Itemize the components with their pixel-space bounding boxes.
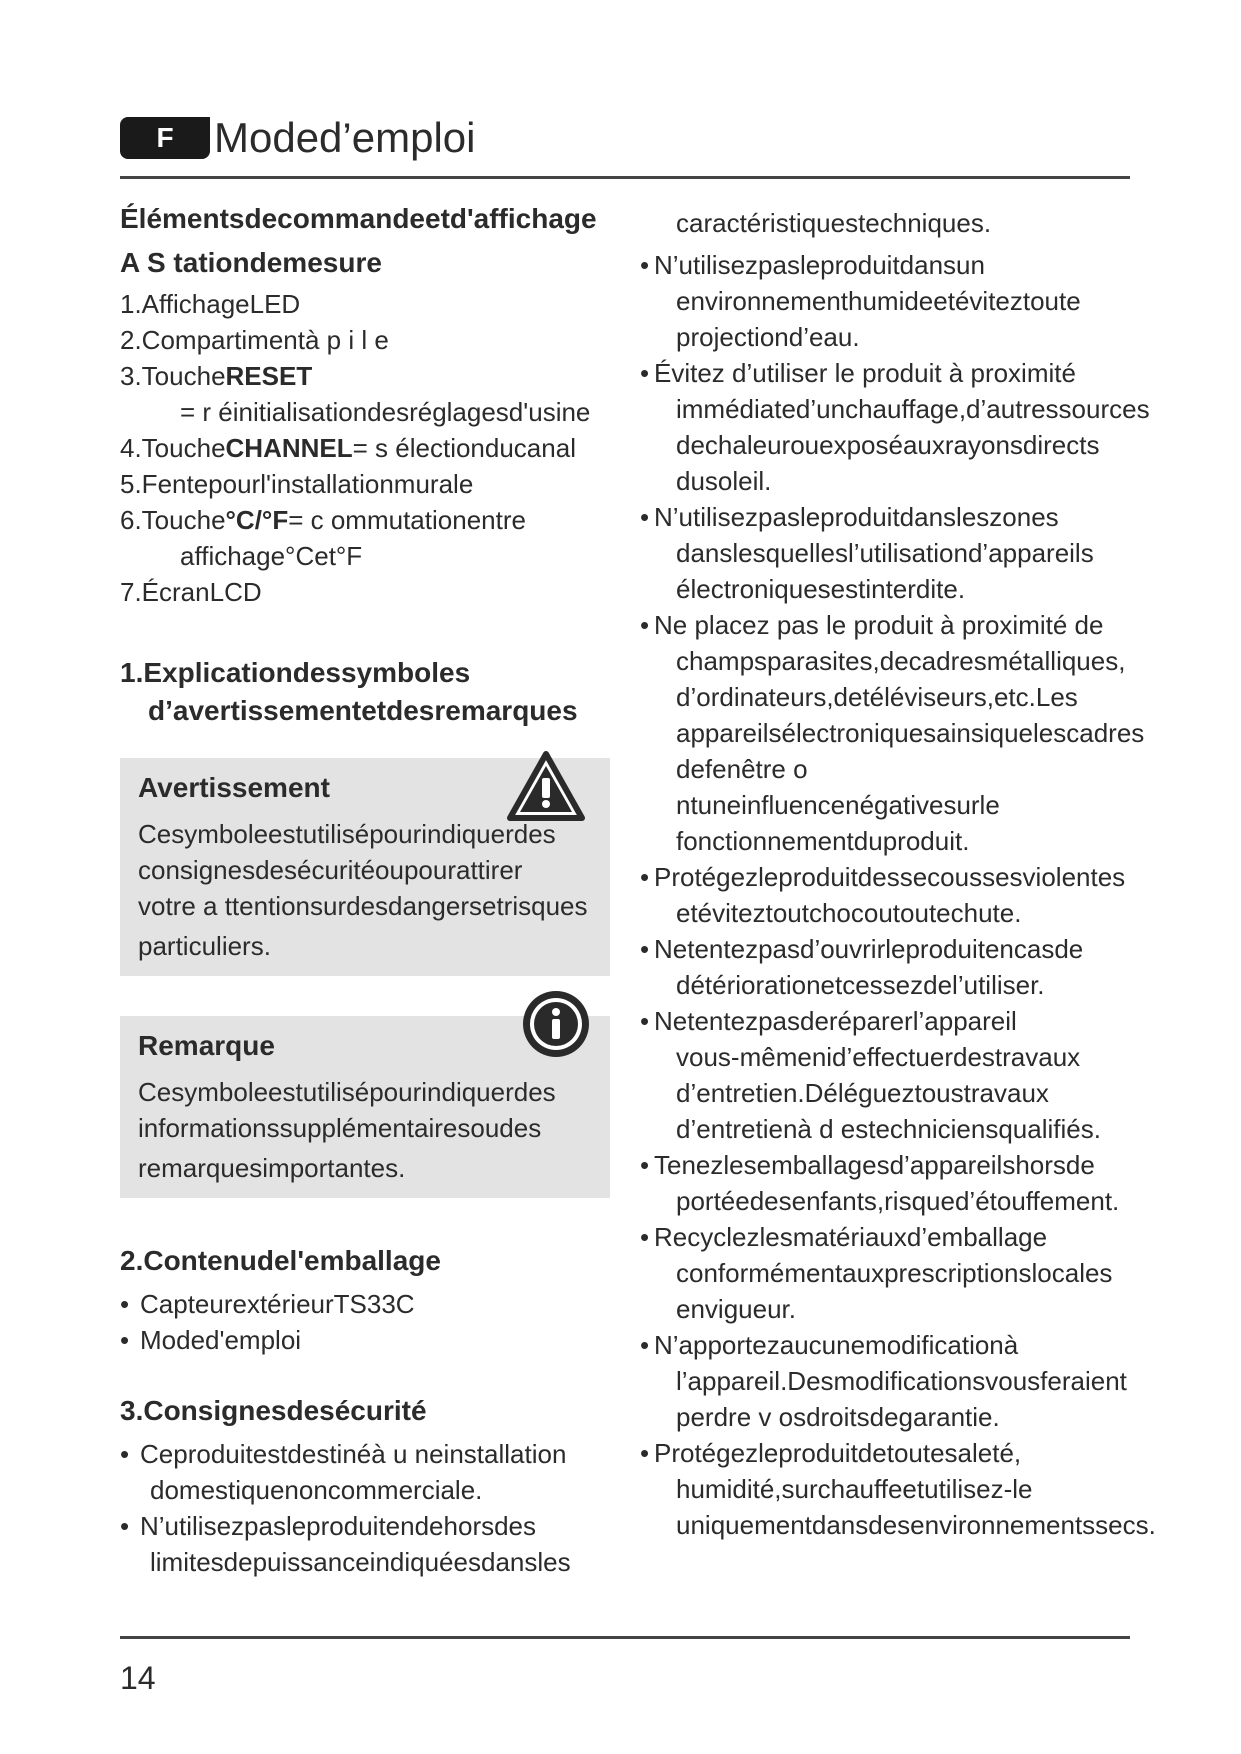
list-item: • N’apportezaucunemodificationà l’appareil.Desmodificationsvousferaient perdre v osdroitsdegarantie. xyxy=(640,1327,1130,1435)
package-contents-list xyxy=(120,1286,610,1358)
note-title: Remarque xyxy=(138,1030,275,1061)
symbols-heading: 1.Explicationdessymboles d’avertissementetdesremarques xyxy=(120,657,578,726)
package-contents-heading: 2.Contenudel'emballage xyxy=(120,1245,441,1276)
list-item: 4.ToucheCHANNEL= s électionducanal xyxy=(120,433,576,463)
warning-title: Avertissement xyxy=(138,772,330,803)
page-number: 14 xyxy=(120,1660,156,1696)
list-item: • Protégezleproduitdessecoussesviolentes etéviteztoutchocoutoutechute. xyxy=(640,859,1130,931)
warning-box xyxy=(120,758,610,976)
list-item: • N’utilisezpasleproduitdansleszones danslesquellesl’utilisationd’appareils électroniquesestinterdite. xyxy=(640,499,1130,607)
safety-list-right xyxy=(640,247,1156,1543)
info-icon xyxy=(520,988,592,1060)
list-item: • N’utilisezpasleproduitendehorsdes limitesdepuissanceindiquéesdansles xyxy=(120,1508,610,1580)
list-item: • Protégezleproduitdetoutesaleté, humidité,surchauffeetutilisez-le uniquementdansdesenvironnementssecs. xyxy=(640,1435,1130,1543)
list-item: • Tenezlesemballagesd’appareilshorsde portéedesenfants,risqued’étouffement. xyxy=(640,1147,1130,1219)
right-column xyxy=(640,205,1156,1543)
language-badge: F xyxy=(120,117,210,159)
note-box xyxy=(120,1016,610,1198)
list-item: • Netentezpasd’ouvrirleproduitencasde détériorationetcessezdel’utiliser. xyxy=(640,931,1130,1003)
list-item: • CapteurextérieurTS33C xyxy=(120,1286,610,1322)
page-header xyxy=(120,112,475,164)
continued-text: caractéristiquestechniques. xyxy=(676,208,992,238)
list-item: • N’utilisezpasleproduitdansun environnementhumideetéviteztoute projectiond’eau. xyxy=(640,247,1130,355)
list-item: • Évitez d’utiliser le produit à proximité immédiated’unchauffage,d’autressources dechaleurouexposéauxrayonsdirects dusoleil. xyxy=(640,355,1130,499)
list-item: 2.Compartimentà p i l e xyxy=(120,325,389,355)
controls-list xyxy=(120,286,610,610)
list-item: 5.Fentepourl'installationmurale xyxy=(120,469,474,499)
list-item: • Ceproduitestdestinéà u neinstallation domestiquenoncommerciale. xyxy=(120,1436,610,1508)
warning-text: Cesymboleestutilisépourindiquerdes consignesdesécuritéoupourattirer votre a ttentionsurdesdangersetrisques particuliers. xyxy=(138,819,588,961)
header-rule xyxy=(120,176,1130,179)
footer-rule xyxy=(120,1636,1130,1639)
document-title: Moded’emploi xyxy=(214,114,476,161)
left-column xyxy=(120,200,610,1580)
warning-triangle-icon xyxy=(506,750,586,822)
safety-heading: 3.Consignesdesécurité xyxy=(120,1395,427,1426)
list-item: 3.ToucheRESET = r éinitialisationdesréglagesd'usine xyxy=(120,361,591,427)
station-subheading: A S tationdemesure xyxy=(120,247,382,278)
list-item: 7.ÉcranLCD xyxy=(120,577,262,607)
controls-heading: Élémentsdecommandeetd'affichage xyxy=(120,203,597,234)
safety-list-left xyxy=(120,1436,610,1580)
list-item: 1.AffichageLED xyxy=(120,289,301,319)
list-item: • Moded'emploi xyxy=(120,1322,610,1358)
list-item: • Ne placez pas le produit à proximité de champsparasites,decadresmétalliques, d’ordinateurs,detéléviseurs,etc.Les appareilsélectroniquesainsiquelescadres defenêtre o ntuneinfluencenégativesurle fonctionnementduproduit. xyxy=(640,607,1130,859)
list-item: • Netentezpasderéparerl’appareil vous-mêmenid’effectuerdestravaux d’entretien.Délégueztoustravaux d’entretienà d estechniciensqualifiés. xyxy=(640,1003,1130,1147)
list-item: • Recyclezlesmatériauxd’emballage conformémentauxprescriptionslocales envigueur. xyxy=(640,1219,1130,1327)
list-item: 6.Touche°C/°F= c ommutationentre affichage°Cet°F xyxy=(120,505,526,571)
note-text: Cesymboleestutilisépourindiquerdes informationssupplémentairesoudes remarquesimportantes. xyxy=(138,1077,556,1183)
